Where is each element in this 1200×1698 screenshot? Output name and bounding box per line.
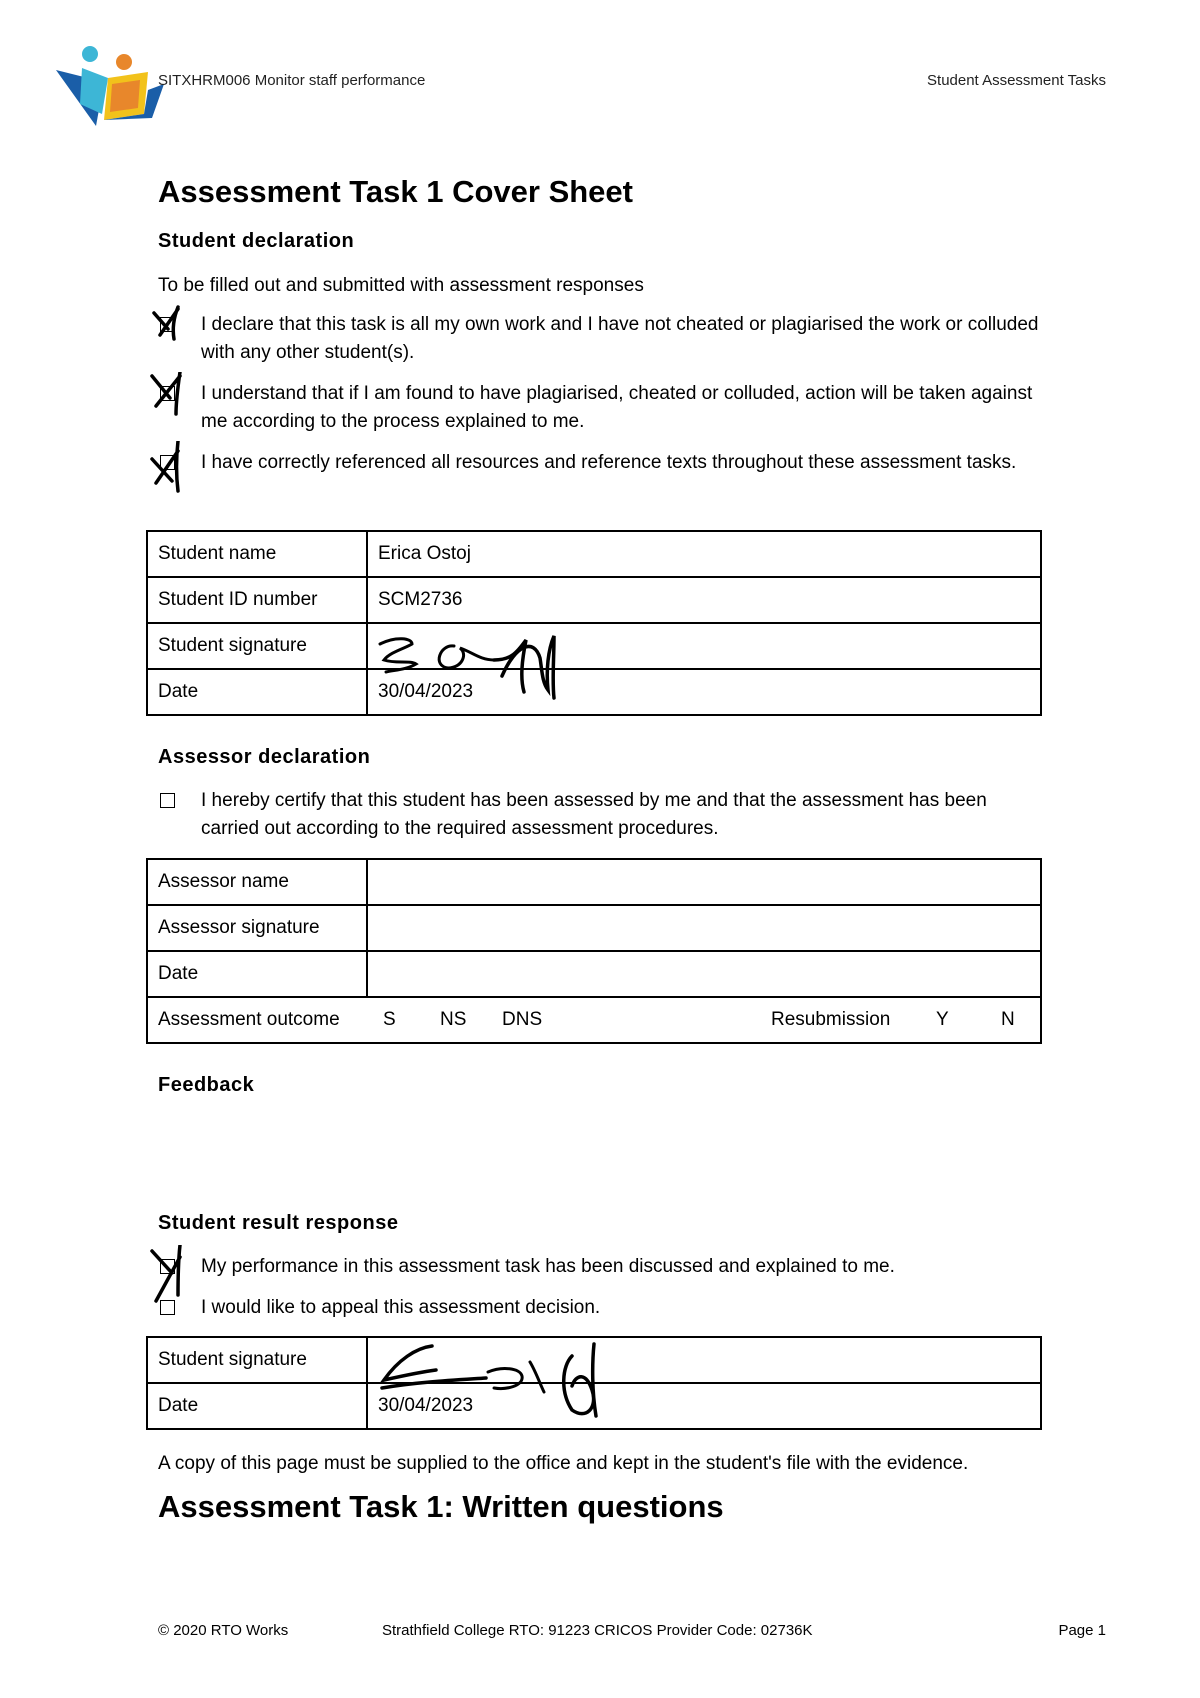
student-id-label: Student ID number — [147, 577, 367, 623]
result-signature-label: Student signature — [147, 1337, 367, 1383]
declaration-text: I understand that if I am found to have plagiarised, cheated or colluded, action will be taken against me according to the process explained to me. — [201, 383, 1033, 432]
handwritten-check-icon — [150, 372, 194, 418]
table-row — [147, 905, 1041, 951]
resubmission-n-option[interactable]: N — [1001, 1009, 1015, 1030]
date-field[interactable]: 30/04/2023 — [367, 669, 1041, 715]
result-date-field[interactable]: 30/04/2023 — [367, 1383, 1041, 1429]
assessor-date-label: Date — [147, 951, 367, 997]
assessor-declaration-text: I hereby certify that this student has been assessed by me and that the assessment has been carried out according to the required assessment procedures. — [201, 790, 987, 839]
page-title: Assessment Task 1 Cover Sheet — [158, 174, 633, 209]
assessor-declaration-heading: Assessor declaration — [158, 746, 371, 768]
student-name-field[interactable]: Erica Ostoj — [367, 531, 1041, 577]
declaration-text: I have correctly referenced all resources and reference texts throughout these assessment tasks. — [201, 452, 1017, 473]
resubmission-y-option[interactable]: Y — [936, 1009, 949, 1030]
checkbox[interactable] — [160, 1300, 175, 1315]
declaration-text: I declare that this task is all my own work and I have not cheated or plagiarised the work or colluded with any other student(s). — [201, 314, 1039, 363]
table-row — [147, 859, 1041, 905]
footer-copyright: © 2020 RTO Works — [158, 1622, 289, 1639]
declaration-item-2[interactable] — [160, 380, 1040, 436]
result-response-item-1[interactable] — [160, 1253, 1040, 1281]
declaration-item-3[interactable] — [160, 449, 1040, 477]
footer-page-number: Page 1 — [1058, 1622, 1106, 1639]
header-unit: SITXHRM006 Monitor staff performance — [158, 72, 426, 89]
assessor-signature-field[interactable] — [367, 905, 1041, 951]
assessment-outcome-label: Assessment outcome — [158, 1009, 340, 1030]
feedback-area[interactable] — [158, 1104, 1038, 1194]
header-section: Student Assessment Tasks — [927, 72, 1106, 89]
resubmission-label: Resubmission — [771, 1009, 891, 1030]
student-declaration-heading: Student declaration — [158, 230, 355, 252]
table-row — [147, 531, 1041, 577]
assessment-outcome-row — [147, 997, 1041, 1043]
copy-note: A copy of this page must be supplied to the office and kept in the student's file with the evidence. — [158, 1453, 969, 1474]
student-name-label: Student name — [147, 531, 367, 577]
assessor-signature-label: Assessor signature — [147, 905, 367, 951]
table-row — [147, 951, 1041, 997]
student-id-field[interactable]: SCM2736 — [367, 577, 1041, 623]
result-date-label: Date — [147, 1383, 367, 1429]
table-row — [147, 577, 1041, 623]
result-signature-icon — [376, 1336, 656, 1420]
date-label: Date — [147, 669, 367, 715]
outcome-s-option[interactable]: S — [383, 1009, 396, 1030]
assessor-date-field[interactable] — [367, 951, 1041, 997]
assessor-table — [146, 858, 1042, 1044]
result-response-item-2[interactable] — [160, 1294, 1040, 1322]
declaration-item-1[interactable] — [160, 311, 1040, 367]
feedback-heading: Feedback — [158, 1074, 255, 1096]
handwritten-check-icon — [150, 303, 194, 343]
table-row — [147, 997, 1041, 1043]
student-signature-icon — [376, 630, 616, 700]
section-title: Assessment Task 1: Written questions — [158, 1489, 724, 1524]
assessor-name-label: Assessor name — [147, 859, 367, 905]
student-signature-label: Student signature — [147, 623, 367, 669]
result-response-text: I would like to appeal this assessment decision. — [201, 1297, 601, 1318]
rto-logo — [52, 44, 168, 128]
result-response-text: My performance in this assessment task has been discussed and explained to me. — [201, 1256, 895, 1277]
footer-provider: Strathfield College RTO: 91223 CRICOS Provider Code: 02736K — [382, 1622, 813, 1639]
student-declaration-intro: To be filled out and submitted with assessment responses — [158, 275, 644, 296]
handwritten-check-icon — [150, 441, 194, 497]
outcome-dns-option[interactable]: DNS — [502, 1009, 543, 1030]
checkbox[interactable] — [160, 793, 175, 808]
assessor-name-field[interactable] — [367, 859, 1041, 905]
assessor-declaration-item[interactable] — [160, 787, 1040, 843]
outcome-ns-option[interactable]: NS — [440, 1009, 467, 1030]
result-response-heading: Student result response — [158, 1212, 399, 1234]
